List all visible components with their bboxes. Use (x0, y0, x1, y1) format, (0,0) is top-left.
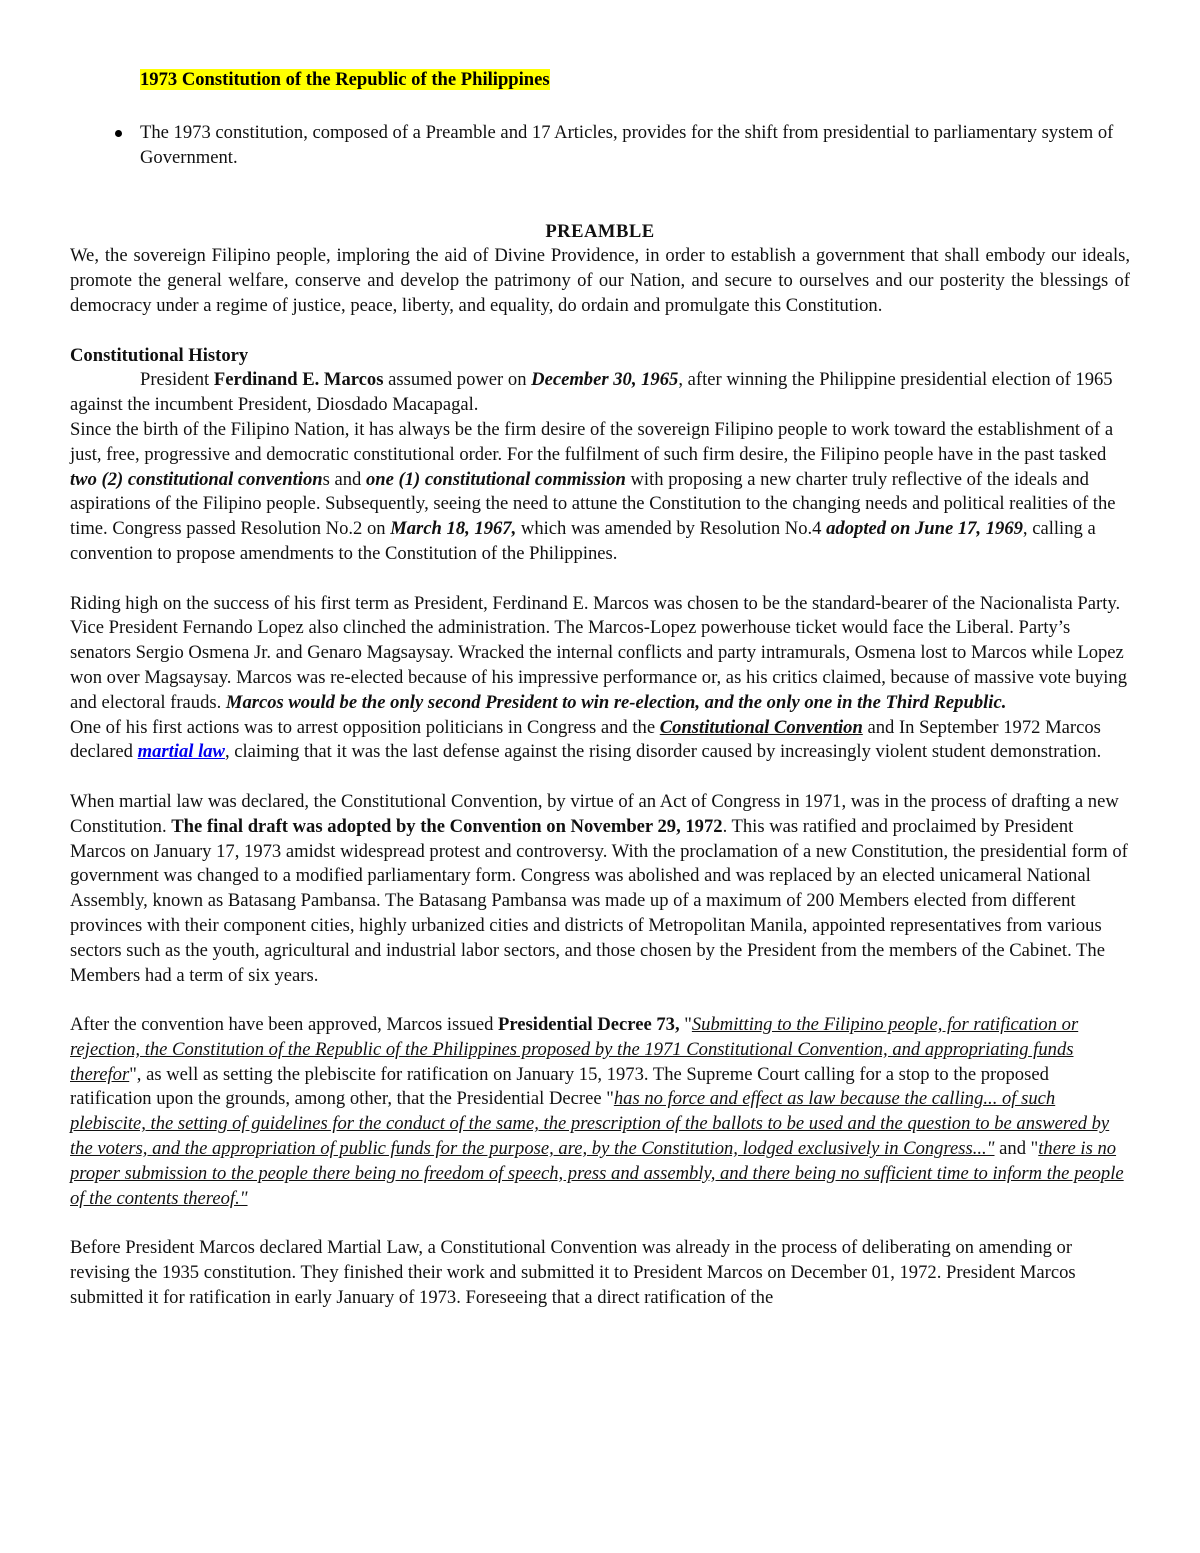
history-paragraph-7: Before President Marcos declared Martial Law, a Constitutional Convention was already in the process of deliberating on amending or revising the 1935 constitution. They finished their work and submitted it to President Marcos on December 01, 1972. President Marcos submitted it for ratification in early January of 1973. Foreseeing that a direct ratification of the (70, 1237, 1076, 1308)
text-run: and " (994, 1138, 1039, 1160)
preamble-text: We, the sovereign Filipino people, imploring the aid of Divine Providence, in order to establish a government that shall embody our ideals, promote the general welfare, conserve and develop the patrimony of our Nation, and secure to ourselves and our posterity the blessings of democracy under a regime of justice, peace, liberty, and equality, do ordain and promulgate this Constitution. (70, 245, 1130, 316)
text-run: Since the birth of the Filipino Nation, it has always be the firm desire of the sovereign Filipino people to work toward the establishment of a just, free, progressive and democratic constitutional order. For the fulfilment of such firm desire, the Filipino people have in the past tasked (70, 418, 1114, 465)
list-item-text: The 1973 constitution, composed of a Preamble and 17 Articles, provides for the shift from presidential to parliamentary system of Government. (140, 122, 1114, 168)
document-title-line (70, 68, 1130, 98)
text-run: " (679, 1014, 692, 1036)
history-paragraph-1 (70, 368, 1130, 418)
marcos-name: Ferdinand E. Marcos (213, 369, 384, 391)
history-paragraph-5 (70, 790, 1130, 988)
text-run: , after winning the Philippine presidential election of 1965 against the incumbent President, Diosdado Macapagal. (70, 369, 1113, 416)
history-paragraph-3 (70, 592, 1130, 716)
list-item (70, 121, 1130, 171)
emphasis-text: The final draft was adopted by the Convention on November 29, 1972 (171, 815, 723, 837)
document-title: 1973 Constitution of the Republic of the Philippines (140, 69, 550, 90)
date-highlight: March 18, 1967, (390, 518, 517, 540)
text-run: s and (322, 468, 366, 490)
text-run: After the convention have been approved, Marcos issued (70, 1014, 499, 1036)
text-run: When martial law was declared, the Constitutional Convention, by virtue of an Act of Congress in 1971, was in the process of drafting a new Constitution. (70, 790, 1119, 837)
text-run: , calling a convention to propose amendments to the Constitution of the Philippines. (70, 518, 1096, 564)
court-quote: has no force and effect as law because the calling... of such plebiscite, the setting of guidelines for the conduct of the same, the prescription of the ballots to be used and the question to be answered by the voters, and the appropriation of public funds for the purpose, are, by the Constitution, lodged exclusively in Congress..." (70, 1088, 1110, 1160)
decree-name: Presidential Decree 73, (498, 1014, 680, 1036)
text-run: , claiming that it was the last defense against the rising disorder caused by increasingly violent student demonstration. (224, 741, 1102, 763)
document-body (70, 68, 1130, 1311)
text-run: ", as well as setting the plebiscite for ratification on January 15, 1973. The Supreme Court calling for a stop to the proposed ratification upon the grounds, among other, that the Presidential Decree " (70, 1063, 1049, 1110)
emphasis-text: Marcos would be the only second President to win re-election, and the only one in the Third Republic. (225, 691, 1007, 713)
text-run: assumed power on (383, 369, 532, 391)
date-highlight: December 30, 1965 (531, 369, 679, 391)
text-run: One of his first actions was to arrest opposition politicians in Congress and the (70, 716, 660, 738)
text-run: which was amended by Resolution No.4 (516, 518, 827, 540)
date-highlight: adopted on June 17, 1969 (826, 518, 1023, 540)
bullet-icon (115, 130, 122, 137)
history-paragraph-6 (70, 1013, 1130, 1211)
text-run: and In September 1972 Marcos declared (70, 716, 1101, 763)
preamble-heading: PREAMBLE (545, 220, 655, 242)
court-quote: there is no proper submission to the people there being no freedom of speech, press and assembly, and there being no sufficient time to inform the people of the contents thereof." (70, 1138, 1124, 1209)
text-run: Riding high on the success of his first term as President, Ferdinand E. Marcos was chosen to be the standard-bearer of the Nacionalista Party. Vice President Fernando Lopez also clinched the administration. The Marcos-Lopez powerhouse ticket would face the Liberal. Party’s senators Sergio Osmena Jr. and Genaro Magsaysay. Wracked the internal conflicts and party intramurals, Osmena lost to Marcos while Lopez won over Magsaysay. Marcos was re-elected because of his impressive performance or, as his critics claimed, because of massive vote buying and electoral frauds. (70, 592, 1128, 713)
emphasis-text: one (1) constitutional commission (366, 468, 626, 490)
emphasis-text: two (2) constitutional convention (70, 468, 323, 490)
text-run: . This was ratified and proclaimed by President Marcos on January 17, 1973 amidst widespread protest and controversy. With the proclamation of a new Constitution, the presidential form of government was changed to a modified parliamentary form. Congress was abolished and was replaced by an elected unicameral National Assembly, known as Batasang Pambansa. The Batasang Pambansa was made up of a maximum of 200 Members elected from different provinces with their component cities, highly urbanized cities and districts of Metropolitan Manila, appointed representatives from various sectors such as the youth, agricultural and industrial labor sectors, and those chosen by the President from the members of the Cabinet. The Members had a term of six years. (70, 815, 1128, 986)
decree-quote: Submitting to the Filipino people, for ratification or rejection, the Constitution of the Republic of the Philippines proposed by the 1971 Constitutional Convention, and appropriating funds therefor (70, 1014, 1079, 1085)
text-run: with proposing a new charter truly reflective of the ideals and aspirations of the Filipino people. Subsequently, seeing the need to attune the Constitution to the changing needs and political realities of the time. Congress passed Resolution No.2 on (70, 468, 1116, 540)
text-run: President (140, 369, 214, 391)
history-paragraph-2 (70, 418, 1130, 567)
martial-law-link[interactable]: martial law (137, 741, 225, 763)
constitutional-convention-text: Constitutional Convention (659, 716, 863, 738)
history-paragraph-4 (70, 716, 1130, 766)
history-heading: Constitutional History (70, 344, 249, 366)
